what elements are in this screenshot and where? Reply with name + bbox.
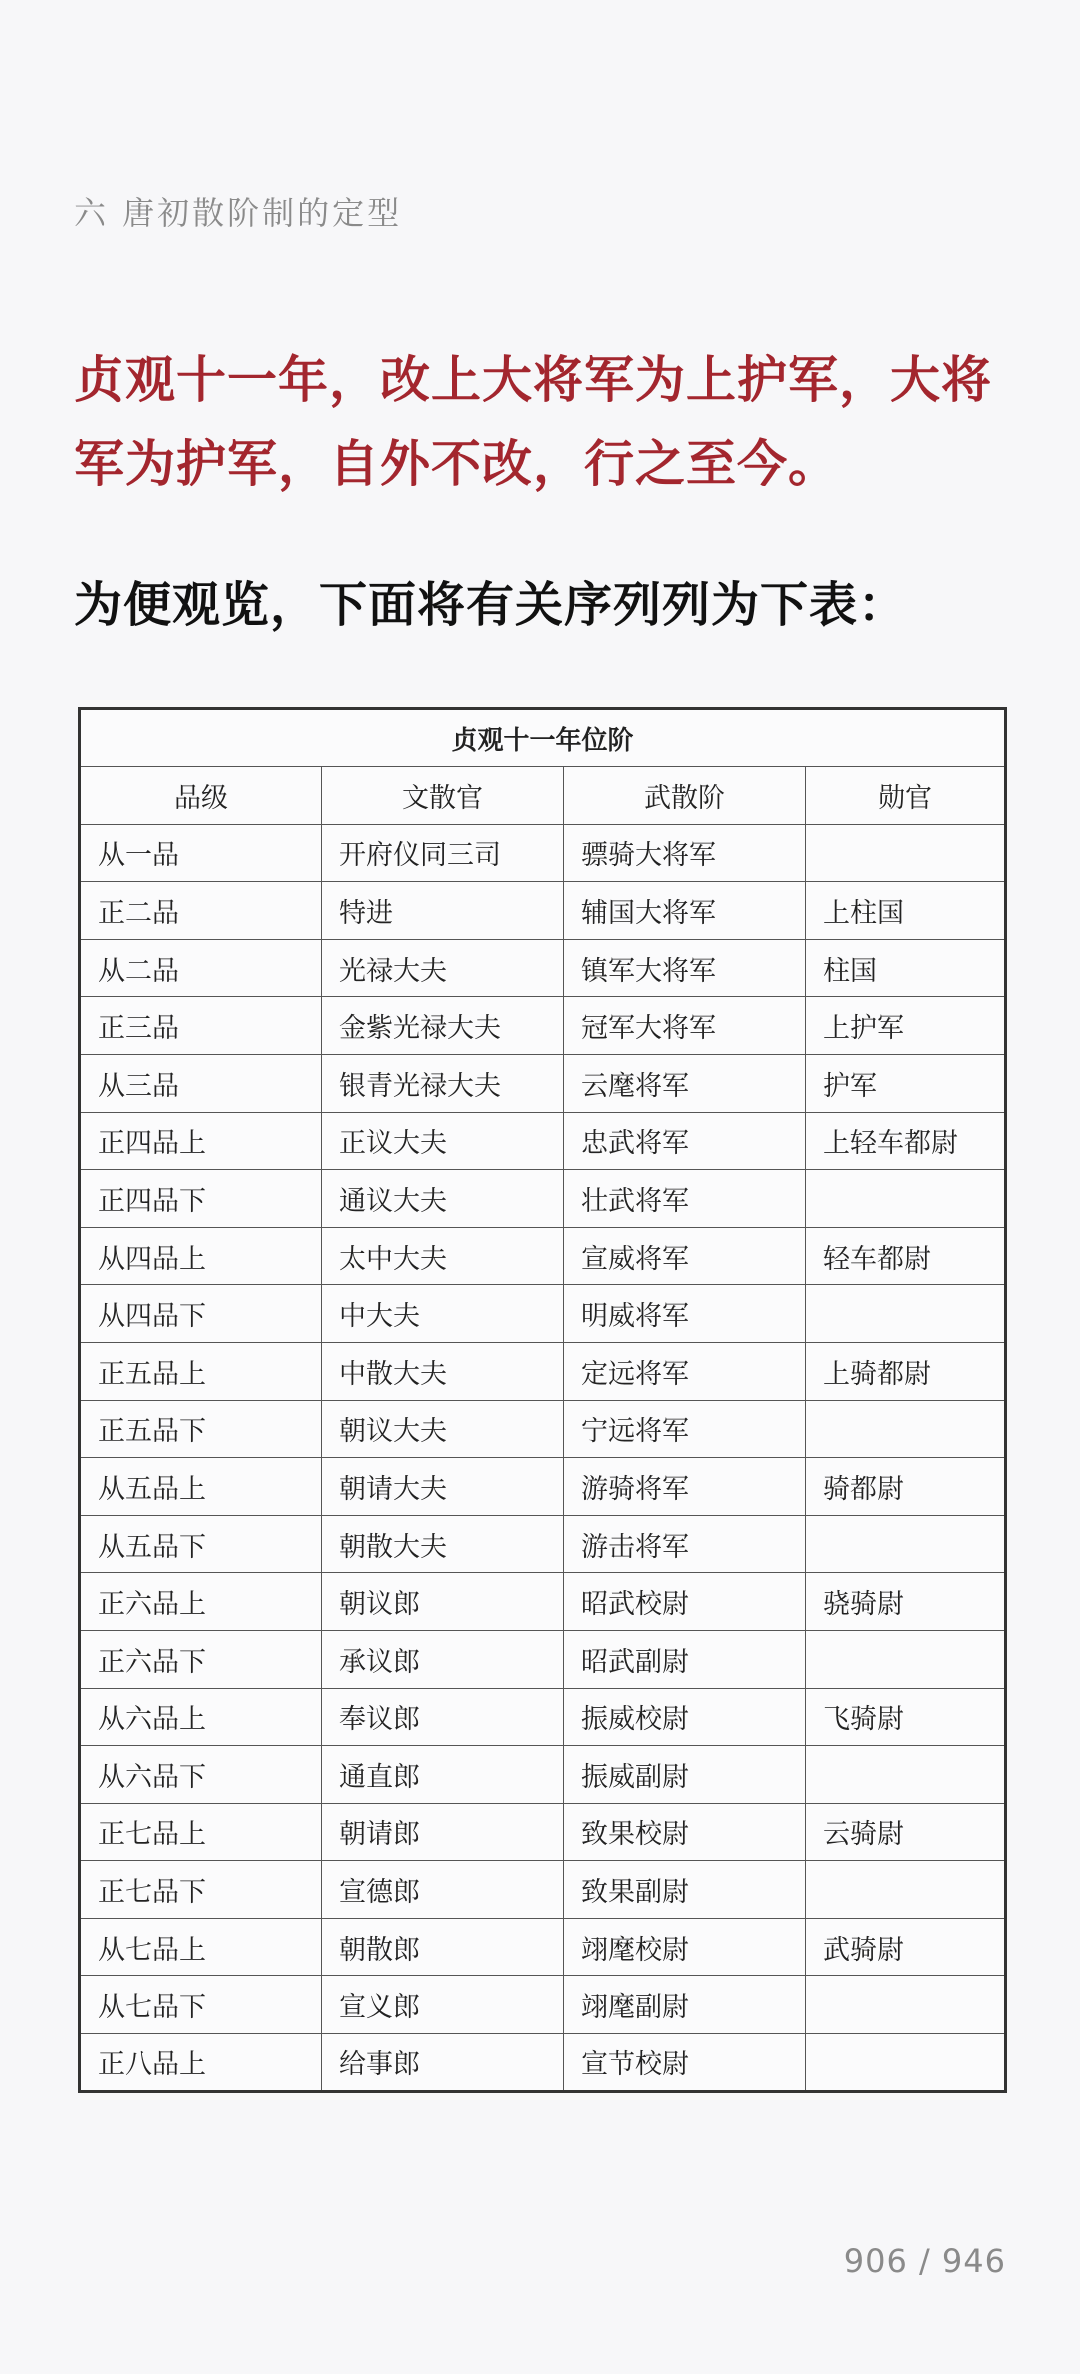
military-rank-cell: 壮武将军 (564, 1170, 806, 1228)
civil-rank-cell: 中大夫 (322, 1285, 564, 1343)
military-rank-cell: 忠武将军 (564, 1112, 806, 1170)
civil-rank-cell: 太中大夫 (322, 1227, 564, 1285)
military-rank-cell: 翊麾校尉 (564, 1918, 806, 1976)
grade-cell: 从三品 (80, 1054, 322, 1112)
merit-rank-cell: 轻车都尉 (806, 1227, 1006, 1285)
table-row (80, 1112, 1006, 1170)
merit-rank-cell: 护军 (806, 1054, 1006, 1112)
civil-rank-cell: 朝请郎 (322, 1803, 564, 1861)
merit-rank-cell (806, 1170, 1006, 1228)
intro-text: 为便观览，下面将有关序列列为下表： (74, 577, 908, 633)
grade-cell: 正七品下 (80, 1861, 322, 1919)
military-rank-cell: 宣节校尉 (564, 2034, 806, 2092)
grade-cell: 正二品 (80, 882, 322, 940)
merit-rank-cell: 武骑尉 (806, 1918, 1006, 1976)
table-row (80, 1515, 1006, 1573)
military-rank-cell: 宣威将军 (564, 1227, 806, 1285)
merit-rank-cell: 上轻车都尉 (806, 1112, 1006, 1170)
military-rank-cell: 翊麾副尉 (564, 1976, 806, 2034)
military-rank-cell: 冠军大将军 (564, 997, 806, 1055)
table-row (80, 1227, 1006, 1285)
civil-rank-cell: 承议郎 (322, 1630, 564, 1688)
grade-cell: 从一品 (80, 824, 322, 882)
civil-rank-cell: 宣德郎 (322, 1861, 564, 1919)
civil-rank-cell: 开府仪同三司 (322, 824, 564, 882)
merit-rank-cell: 柱国 (806, 939, 1006, 997)
military-rank-cell: 辅国大将军 (564, 882, 806, 940)
grade-cell: 从五品下 (80, 1515, 322, 1573)
civil-rank-cell: 奉议郎 (322, 1688, 564, 1746)
merit-rank-cell (806, 824, 1006, 882)
military-rank-cell: 镇军大将军 (564, 939, 806, 997)
table-row (80, 939, 1006, 997)
merit-rank-cell: 上护军 (806, 997, 1006, 1055)
military-rank-cell: 明威将军 (564, 1285, 806, 1343)
table-row (80, 2034, 1006, 2092)
grade-cell: 正六品下 (80, 1630, 322, 1688)
civil-rank-cell: 朝议大夫 (322, 1400, 564, 1458)
quote-text: 贞观十一年，改上大将军为上护军，大将军为护军，自外不改，行之至今。 (74, 351, 992, 493)
table-row (80, 1976, 1006, 2034)
grade-cell: 从二品 (80, 939, 322, 997)
table-row (80, 1918, 1006, 1976)
page-indicator: 906 / 946 (843, 2242, 1006, 2280)
civil-rank-cell: 正议大夫 (322, 1112, 564, 1170)
table-row (80, 1458, 1006, 1516)
table-header-row (80, 767, 1006, 825)
military-rank-cell: 致果校尉 (564, 1803, 806, 1861)
military-rank-cell: 昭武副尉 (564, 1630, 806, 1688)
civil-rank-cell: 宣义郎 (322, 1976, 564, 2034)
military-rank-cell: 游击将军 (564, 1515, 806, 1573)
rank-table (78, 707, 1007, 2093)
merit-rank-cell: 上骑都尉 (806, 1342, 1006, 1400)
merit-rank-cell (806, 2034, 1006, 2092)
merit-rank-cell: 骑都尉 (806, 1458, 1006, 1516)
military-rank-cell: 振威副尉 (564, 1746, 806, 1804)
military-rank-cell: 振威校尉 (564, 1688, 806, 1746)
header-military-rank: 武散阶 (564, 767, 806, 825)
grade-cell: 正五品下 (80, 1400, 322, 1458)
civil-rank-cell: 通直郎 (322, 1746, 564, 1804)
chapter-title: 六 唐初散阶制的定型 (74, 194, 403, 232)
merit-rank-cell (806, 1285, 1006, 1343)
merit-rank-cell (806, 1400, 1006, 1458)
table-row (80, 1285, 1006, 1343)
table-row (80, 1688, 1006, 1746)
civil-rank-cell: 光禄大夫 (322, 939, 564, 997)
merit-rank-cell (806, 1630, 1006, 1688)
header-grade: 品级 (80, 767, 322, 825)
table-row (80, 1054, 1006, 1112)
grade-cell: 正四品下 (80, 1170, 322, 1228)
grade-cell: 从四品上 (80, 1227, 322, 1285)
grade-cell: 正三品 (80, 997, 322, 1055)
table-row (80, 997, 1006, 1055)
merit-rank-cell: 骁骑尉 (806, 1573, 1006, 1631)
civil-rank-cell: 朝议郎 (322, 1573, 564, 1631)
merit-rank-cell: 飞骑尉 (806, 1688, 1006, 1746)
table-row (80, 1342, 1006, 1400)
military-rank-cell: 昭武校尉 (564, 1573, 806, 1631)
civil-rank-cell: 朝散郎 (322, 1918, 564, 1976)
table-row (80, 1573, 1006, 1631)
military-rank-cell: 定远将军 (564, 1342, 806, 1400)
grade-cell: 正七品上 (80, 1803, 322, 1861)
table-row (80, 882, 1006, 940)
merit-rank-cell (806, 1861, 1006, 1919)
grade-cell: 正四品上 (80, 1112, 322, 1170)
civil-rank-cell: 给事郎 (322, 2034, 564, 2092)
grade-cell: 正六品上 (80, 1573, 322, 1631)
grade-cell: 从五品上 (80, 1458, 322, 1516)
table-row (80, 1630, 1006, 1688)
header-civil-rank: 文散官 (322, 767, 564, 825)
grade-cell: 从六品下 (80, 1746, 322, 1804)
civil-rank-cell: 银青光禄大夫 (322, 1054, 564, 1112)
civil-rank-cell: 通议大夫 (322, 1170, 564, 1228)
header-merit-rank: 勋官 (806, 767, 1006, 825)
grade-cell: 正八品上 (80, 2034, 322, 2092)
grade-cell: 从六品上 (80, 1688, 322, 1746)
table-row (80, 1400, 1006, 1458)
table-body (80, 824, 1006, 2091)
grade-cell: 从七品下 (80, 1976, 322, 2034)
grade-cell: 从四品下 (80, 1285, 322, 1343)
military-rank-cell: 云麾将军 (564, 1054, 806, 1112)
merit-rank-cell (806, 1746, 1006, 1804)
table-row (80, 824, 1006, 882)
merit-rank-cell (806, 1515, 1006, 1573)
table-row (80, 1746, 1006, 1804)
table-row (80, 1861, 1006, 1919)
civil-rank-cell: 金紫光禄大夫 (322, 997, 564, 1055)
civil-rank-cell: 朝散大夫 (322, 1515, 564, 1573)
military-rank-cell: 游骑将军 (564, 1458, 806, 1516)
table-row (80, 1803, 1006, 1861)
merit-rank-cell: 上柱国 (806, 882, 1006, 940)
table-caption-row (80, 709, 1006, 767)
military-rank-cell: 骠骑大将军 (564, 824, 806, 882)
civil-rank-cell: 特进 (322, 882, 564, 940)
merit-rank-cell: 云骑尉 (806, 1803, 1006, 1861)
table-caption: 贞观十一年位阶 (80, 709, 1006, 767)
table-row (80, 1170, 1006, 1228)
merit-rank-cell (806, 1976, 1006, 2034)
grade-cell: 从七品上 (80, 1918, 322, 1976)
military-rank-cell: 宁远将军 (564, 1400, 806, 1458)
military-rank-cell: 致果副尉 (564, 1861, 806, 1919)
grade-cell: 正五品上 (80, 1342, 322, 1400)
civil-rank-cell: 朝请大夫 (322, 1458, 564, 1516)
civil-rank-cell: 中散大夫 (322, 1342, 564, 1400)
